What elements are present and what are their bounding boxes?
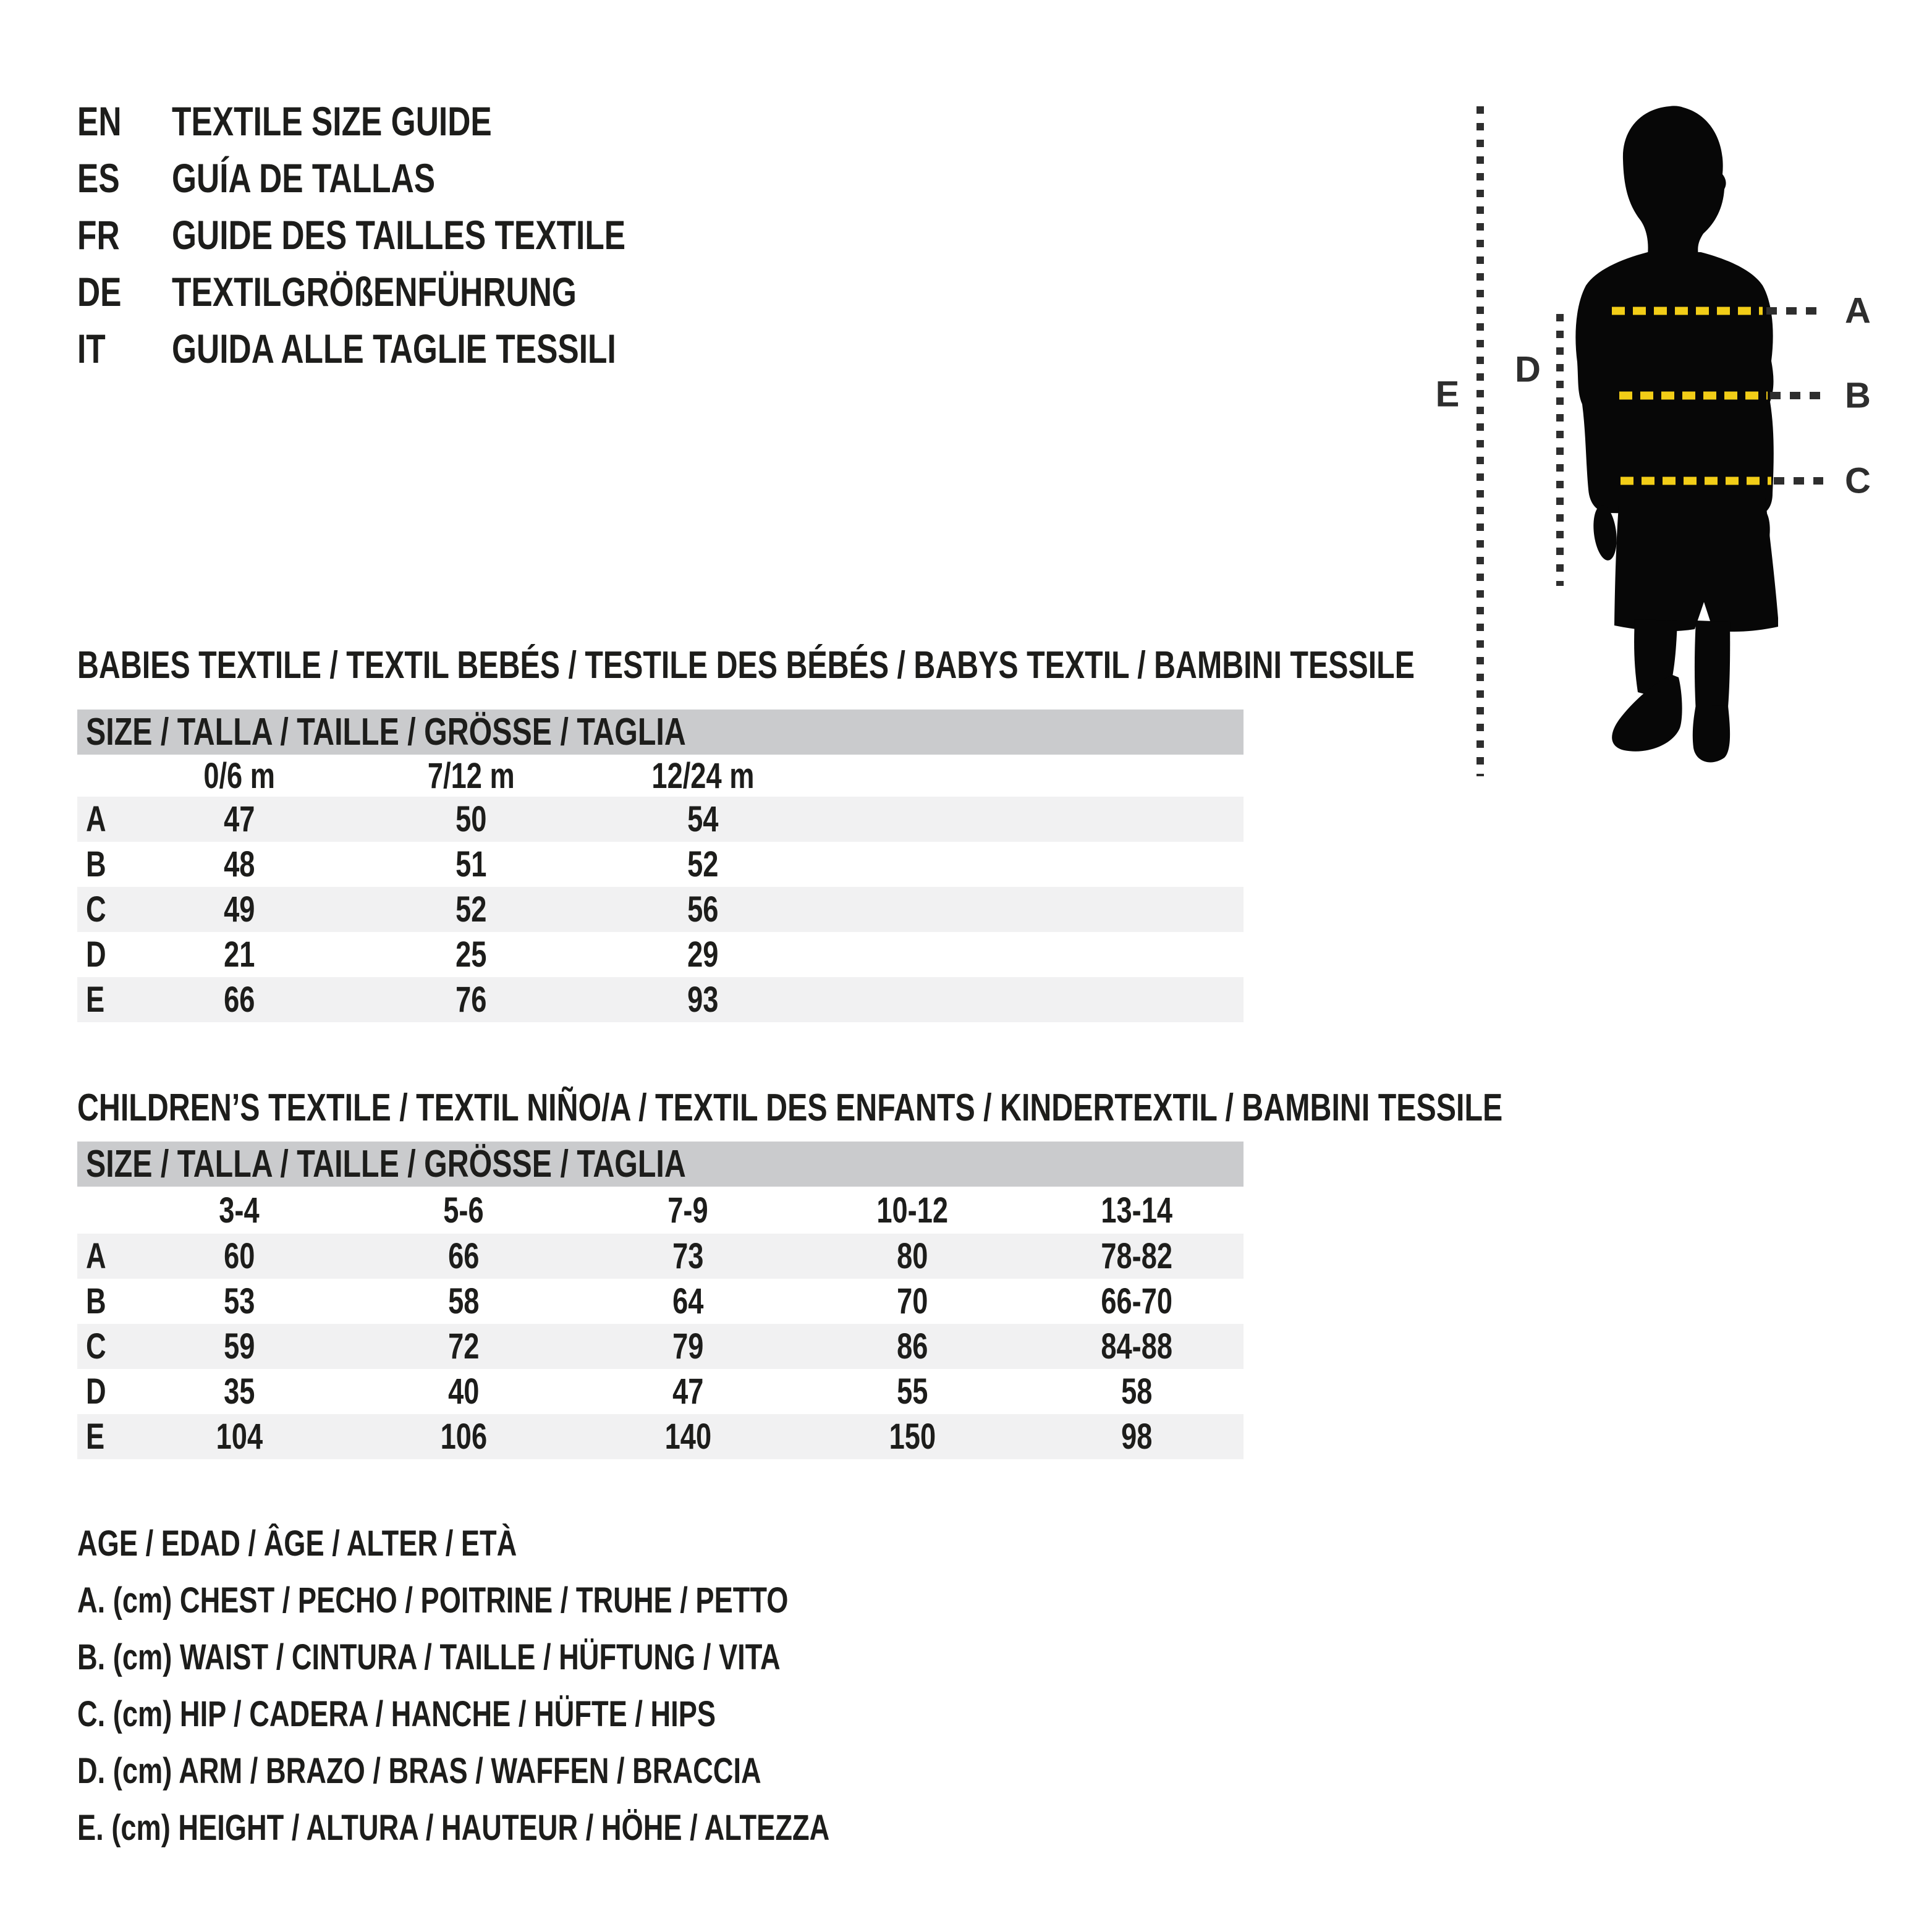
column-header bbox=[574, 1187, 802, 1234]
row-label-text: C bbox=[86, 889, 106, 930]
cell-text: 72 bbox=[447, 1326, 480, 1366]
cell-text: 98 bbox=[1121, 1417, 1153, 1457]
figure-label-c: C bbox=[1845, 460, 1871, 501]
column-header-text: 12/24 m bbox=[651, 755, 754, 796]
cell-text: 84-88 bbox=[1101, 1326, 1172, 1366]
table-cell bbox=[350, 1414, 577, 1459]
column-header bbox=[1023, 1187, 1250, 1234]
lang-code-text: EN bbox=[77, 98, 122, 144]
table-cell bbox=[350, 1279, 577, 1324]
lang-title-text: GUIDE DES TAILLES TEXTILE bbox=[172, 212, 626, 258]
table-cell bbox=[1023, 1369, 1250, 1414]
children-size-table bbox=[77, 1142, 1244, 1459]
legend-line-chest bbox=[77, 1572, 1042, 1629]
row-label-text: D bbox=[86, 934, 106, 975]
lang-row-fr bbox=[77, 206, 753, 263]
row-label-text: E bbox=[86, 980, 105, 1020]
cell-text: 70 bbox=[896, 1281, 928, 1321]
language-title-list bbox=[77, 93, 753, 377]
row-label-text: B bbox=[86, 1281, 106, 1321]
table-row bbox=[77, 1369, 1244, 1414]
lang-code-text: FR bbox=[77, 212, 120, 258]
legend-line-waist bbox=[77, 1629, 1042, 1686]
cell-text: 35 bbox=[223, 1371, 255, 1412]
cell-text: 49 bbox=[223, 889, 255, 930]
column-header-text: 7-9 bbox=[667, 1190, 708, 1231]
legend-line-arm bbox=[77, 1743, 1042, 1800]
cell-text: 53 bbox=[223, 1281, 255, 1321]
table-cell bbox=[125, 887, 353, 932]
table-row bbox=[77, 932, 1244, 977]
cell-text: 66 bbox=[223, 980, 255, 1020]
lang-code bbox=[77, 263, 172, 320]
column-header bbox=[799, 1187, 1026, 1234]
row-label-text: E bbox=[86, 1417, 105, 1457]
column-header bbox=[350, 1187, 577, 1234]
lang-code bbox=[77, 320, 172, 377]
cell-text: 47 bbox=[223, 799, 255, 839]
table-cell bbox=[589, 842, 816, 887]
size-header-text: SIZE / TALLA / TAILLE / GRÖSSE / TAGLIA bbox=[86, 1143, 686, 1185]
children-section-title-text: CHILDREN’S TEXTILE / TEXTIL NIÑO/A / TEXTIL DES ENFANTS / KINDERTEXTIL / BAMBINI TESSILE bbox=[77, 1087, 1503, 1129]
table-cell bbox=[125, 1369, 353, 1414]
row-label-text: A bbox=[86, 799, 106, 839]
legend-line-age bbox=[77, 1515, 1042, 1572]
cell-text: 51 bbox=[455, 844, 487, 884]
cell-text: 140 bbox=[664, 1417, 711, 1457]
table-cell bbox=[357, 977, 585, 1022]
lang-title bbox=[172, 320, 742, 377]
table-cell bbox=[574, 1234, 802, 1279]
cell-text: 104 bbox=[216, 1417, 263, 1457]
table-row bbox=[77, 1414, 1244, 1459]
lang-row-de bbox=[77, 263, 753, 320]
cell-text: 29 bbox=[687, 934, 719, 975]
cell-text: 58 bbox=[1121, 1371, 1153, 1412]
lang-title-text: GUIDA ALLE TAGLIE TESSILI bbox=[172, 326, 616, 371]
children-column-header-row bbox=[77, 1187, 1244, 1234]
legend-line-height bbox=[77, 1800, 1042, 1857]
table-cell bbox=[1023, 1279, 1250, 1324]
legend-line-text: D. (cm) ARM / BRAZO / BRAS / WAFFEN / BRACCIA bbox=[77, 1751, 761, 1791]
figure-label-d: D bbox=[1515, 349, 1541, 390]
table-cell bbox=[350, 1234, 577, 1279]
cell-text: 52 bbox=[687, 844, 719, 884]
table-cell bbox=[589, 797, 816, 842]
legend-line-hip bbox=[77, 1686, 1042, 1743]
lang-title bbox=[172, 93, 582, 150]
table-cell bbox=[125, 1414, 353, 1459]
table-cell bbox=[125, 977, 353, 1022]
lang-row-it bbox=[77, 320, 753, 377]
cell-text: 150 bbox=[889, 1417, 936, 1457]
cell-text: 64 bbox=[672, 1281, 704, 1321]
legend-line-text: AGE / EDAD / ÂGE / ALTER / ETÀ bbox=[77, 1523, 517, 1564]
row-label-text: D bbox=[86, 1371, 106, 1412]
children-size-header-bar bbox=[77, 1142, 1244, 1187]
cell-text: 79 bbox=[672, 1326, 704, 1366]
table-cell bbox=[357, 842, 585, 887]
measurement-legend bbox=[77, 1515, 1042, 1857]
figure-label-a: A bbox=[1845, 290, 1871, 331]
table-row bbox=[77, 842, 1244, 887]
babies-size-table bbox=[77, 710, 1244, 1022]
table-cell bbox=[799, 1324, 1026, 1369]
table-cell bbox=[1023, 1414, 1250, 1459]
cell-text: 73 bbox=[672, 1236, 704, 1276]
cell-text: 40 bbox=[447, 1371, 480, 1412]
lang-title-text: GUÍA DE TALLAS bbox=[172, 155, 436, 201]
table-row bbox=[77, 1234, 1244, 1279]
table-cell bbox=[574, 1369, 802, 1414]
cell-text: 50 bbox=[455, 799, 487, 839]
measurement-figure bbox=[1421, 87, 1932, 816]
size-header-text: SIZE / TALLA / TAILLE / GRÖSSE / TAGLIA bbox=[86, 711, 686, 753]
legend-line-text: E. (cm) HEIGHT / ALTURA / HAUTEUR / HÖHE / ALTEZZA bbox=[77, 1808, 830, 1848]
table-row bbox=[77, 797, 1244, 842]
cell-text: 56 bbox=[687, 889, 719, 930]
column-header bbox=[357, 755, 585, 797]
lang-title-text: TEXTILGRÖßENFÜHRUNG bbox=[172, 269, 577, 315]
table-cell bbox=[357, 797, 585, 842]
cell-text: 25 bbox=[455, 934, 487, 975]
cell-text: 47 bbox=[672, 1371, 704, 1412]
row-label-text: B bbox=[86, 844, 106, 884]
row-label-text: A bbox=[86, 1236, 106, 1276]
lang-code-text: DE bbox=[77, 269, 122, 315]
cell-text: 60 bbox=[223, 1236, 255, 1276]
table-cell bbox=[799, 1279, 1026, 1324]
lang-title bbox=[172, 206, 753, 263]
legend-line-text: A. (cm) CHEST / PECHO / POITRINE / TRUHE / PETTO bbox=[77, 1580, 789, 1621]
cell-text: 66-70 bbox=[1101, 1281, 1172, 1321]
table-cell bbox=[589, 932, 816, 977]
cell-text: 54 bbox=[687, 799, 719, 839]
cell-text: 66 bbox=[447, 1236, 480, 1276]
table-cell bbox=[357, 887, 585, 932]
cell-text: 80 bbox=[896, 1236, 928, 1276]
table-cell bbox=[125, 1234, 353, 1279]
cell-text: 21 bbox=[223, 934, 255, 975]
cell-text: 86 bbox=[896, 1326, 928, 1366]
table-cell bbox=[799, 1234, 1026, 1279]
babies-column-header-row bbox=[77, 755, 1244, 797]
lang-title bbox=[172, 150, 509, 206]
lang-code bbox=[77, 93, 172, 150]
legend-line-text: B. (cm) WAIST / CINTURA / TAILLE / HÜFTUNG / VITA bbox=[77, 1637, 781, 1677]
table-cell bbox=[350, 1369, 577, 1414]
column-header-text: 5-6 bbox=[443, 1190, 484, 1231]
column-header bbox=[589, 755, 816, 797]
cell-text: 59 bbox=[223, 1326, 255, 1366]
cell-text: 58 bbox=[447, 1281, 480, 1321]
cell-text: 78-82 bbox=[1101, 1236, 1172, 1276]
figure-label-b: B bbox=[1845, 375, 1871, 416]
lang-row-es bbox=[77, 150, 753, 206]
lang-code bbox=[77, 150, 172, 206]
table-cell bbox=[1023, 1324, 1250, 1369]
legend-line-text: C. (cm) HIP / CADERA / HANCHE / HÜFTE / HIPS bbox=[77, 1694, 716, 1734]
cell-text: 48 bbox=[223, 844, 255, 884]
row-label-text: C bbox=[86, 1326, 106, 1366]
table-cell bbox=[574, 1279, 802, 1324]
table-cell bbox=[1023, 1234, 1250, 1279]
cell-text: 55 bbox=[896, 1371, 928, 1412]
table-row bbox=[77, 887, 1244, 932]
table-cell bbox=[589, 977, 816, 1022]
column-header-text: 3-4 bbox=[219, 1190, 260, 1231]
table-cell bbox=[574, 1324, 802, 1369]
table-cell bbox=[125, 1324, 353, 1369]
table-row bbox=[77, 1279, 1244, 1324]
cell-text: 52 bbox=[455, 889, 487, 930]
cell-text: 93 bbox=[687, 980, 719, 1020]
cell-text: 106 bbox=[440, 1417, 487, 1457]
babies-section-title bbox=[77, 646, 1792, 685]
table-cell bbox=[589, 887, 816, 932]
table-cell bbox=[799, 1414, 1026, 1459]
column-header bbox=[125, 1187, 353, 1234]
table-cell bbox=[125, 842, 353, 887]
table-cell bbox=[357, 932, 585, 977]
babies-section-title-text: BABIES TEXTILE / TEXTIL BEBÉS / TESTILE DES BÉBÉS / BABYS TEXTIL / BAMBINI TESSILE bbox=[77, 644, 1415, 687]
lang-code-text: ES bbox=[77, 155, 120, 201]
babies-size-header-bar bbox=[77, 710, 1244, 755]
lang-code bbox=[77, 206, 172, 263]
lang-title bbox=[172, 263, 691, 320]
table-cell bbox=[125, 797, 353, 842]
column-header-text: 0/6 m bbox=[203, 755, 275, 796]
lang-title-text: TEXTILE SIZE GUIDE bbox=[172, 98, 492, 144]
table-cell bbox=[799, 1369, 1026, 1414]
column-header-text: 13-14 bbox=[1101, 1190, 1172, 1231]
column-header-text: 10-12 bbox=[876, 1190, 948, 1231]
column-header-text: 7/12 m bbox=[427, 755, 515, 796]
table-cell bbox=[125, 1279, 353, 1324]
children-section-title bbox=[77, 1089, 1905, 1127]
table-row bbox=[77, 977, 1244, 1022]
lang-code-text: IT bbox=[77, 326, 106, 371]
table-cell bbox=[125, 932, 353, 977]
table-cell bbox=[574, 1414, 802, 1459]
cell-text: 76 bbox=[455, 980, 487, 1020]
figure-label-e: E bbox=[1435, 374, 1460, 415]
lang-row-en bbox=[77, 93, 753, 150]
table-row bbox=[77, 1324, 1244, 1369]
column-header bbox=[125, 755, 353, 797]
table-cell bbox=[350, 1324, 577, 1369]
